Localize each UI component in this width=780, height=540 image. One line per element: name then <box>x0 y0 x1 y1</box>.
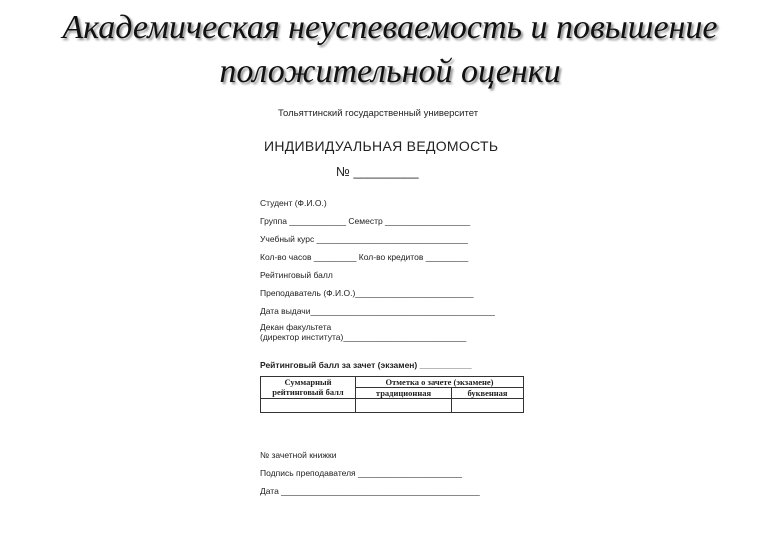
course-field: Учебный курс ________________________________ <box>260 234 468 244</box>
slide-title <box>0 6 780 94</box>
teacher-signature-field: Подпись преподавателя ______________________ <box>260 468 463 478</box>
letter-subheader: буквенная <box>452 388 524 399</box>
hours-credits-field: Кол-во часов _________ Кол-во кредитов _________ <box>260 252 469 262</box>
document-heading: ИНДИВИДУАЛЬНАЯ ВЕДОМОСТЬ <box>264 138 499 154</box>
group-semester-field: Группа ____________ Семестр __________________ <box>260 216 471 226</box>
date-field: Дата __________________________________________ <box>260 486 480 496</box>
slide-title-line-1: Академическая неуспеваемость и повышение <box>62 9 718 46</box>
total-rating-header: Суммарный рейтинговый балл <box>261 377 356 399</box>
rating-field: Рейтинговый балл <box>260 270 333 280</box>
rating-exam-field: Рейтинговый балл за зачет (экзамен) ___________ <box>260 360 472 370</box>
gradebook-field: № зачетной книжки <box>260 450 337 460</box>
slide-title-line-2: положительной оценки <box>219 53 561 90</box>
letter-cell <box>452 399 524 413</box>
traditional-subheader: традиционная <box>356 388 452 399</box>
student-field: Студент (Ф.И.О.) <box>260 198 327 208</box>
issue-date-field: Дата выдачи_______________________________________ <box>260 306 495 316</box>
result-table <box>260 376 524 413</box>
traditional-cell <box>356 399 452 413</box>
document-number: № _________ <box>336 164 419 179</box>
dean-field-line-2: (директор института)__________________________ <box>260 332 467 342</box>
teacher-field: Преподаватель (Ф.И.О.)_________________________ <box>260 288 474 298</box>
dean-field: Декан факультета <box>260 322 332 332</box>
total-rating-cell <box>261 399 356 413</box>
exam-mark-header: Отметка о зачете (экзамене) <box>356 377 524 388</box>
university-name: Тольяттинский государственный университет <box>278 108 479 119</box>
